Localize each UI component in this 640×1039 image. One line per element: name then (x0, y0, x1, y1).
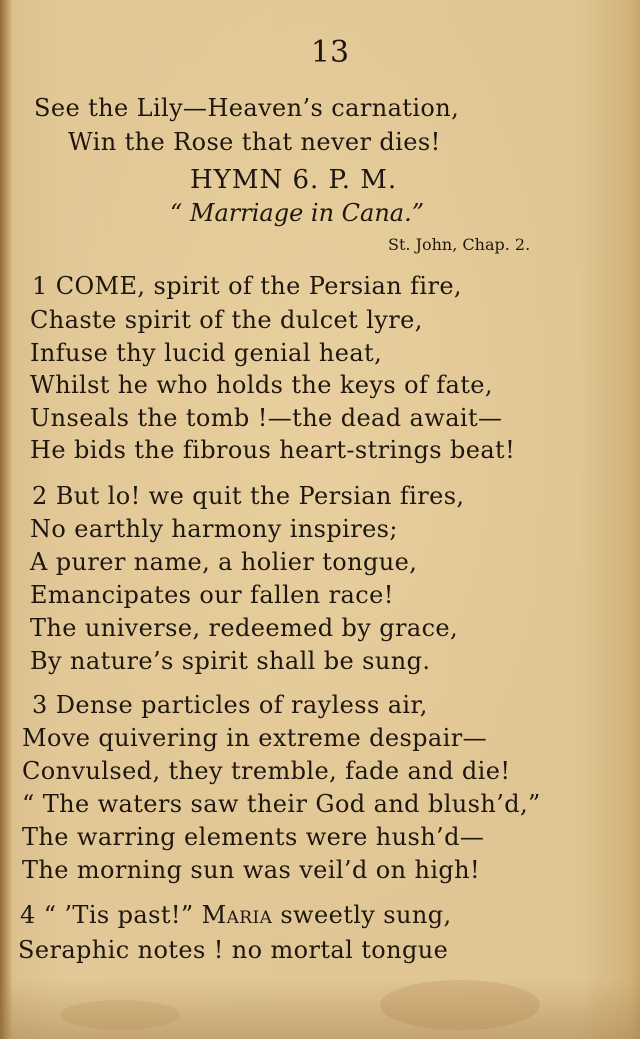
stanza-3-line: Convulsed, they tremble, fade and die! (22, 757, 511, 785)
speaker-name: Maria (201, 901, 273, 929)
stanza-2-line: No earthly harmony inspires; (30, 515, 398, 543)
stanza-1-line: He bids the fibrous heart-strings beat! (30, 436, 516, 464)
stanza-1-line: Infuse thy lucid genial heat, (30, 339, 383, 367)
hymn-subtitle: “ Marriage in Cana.” (170, 199, 425, 227)
stanza-4-line-rest: sweetly sung, (272, 901, 452, 929)
stanza-1-line: Unseals the tomb !—the dead await— (30, 404, 503, 432)
stanza-3-line: “ The waters saw their God and blush’d,” (22, 790, 541, 818)
stanza-1-line: Whilst he who holds the keys of fate, (30, 371, 493, 399)
hymn-title: HYMN 6. P. M. (190, 165, 398, 195)
stanza-2-line: A purer name, a holier tongue, (30, 548, 418, 576)
stanza-4-opening: 4 “ ’Tis past!” (20, 901, 194, 929)
page-binding-edge (0, 0, 12, 1039)
stanza-3-line: The morning sun was veil’d on high! (22, 856, 481, 884)
carryover-line: See the Lily—Heaven’s carnation, (34, 94, 460, 122)
stanza-3-line: The warring elements were hush’d— (22, 823, 485, 851)
stanza-2-line: The universe, redeemed by grace, (30, 614, 459, 642)
stanza-4-line: Seraphic notes ! no mortal tongue (18, 936, 449, 964)
stanza-1-line: 1 COME, spirit of the Persian fire, (32, 272, 462, 300)
stanza-3-line: Move quivering in extreme despair— (22, 724, 487, 752)
stanza-1-line: Chaste spirit of the dulcet lyre, (30, 306, 423, 334)
stanza-4-line (20, 900, 452, 930)
page-number: 13 (310, 35, 350, 70)
scripture-reference: St. John, Chap. 2. (388, 235, 531, 254)
stanza-3-line: 3 Dense particles of rayless air, (32, 691, 428, 719)
stanza-2-line: 2 But lo! we quit the Persian fires, (32, 482, 465, 510)
stanza-2-line: Emancipates our fallen race! (30, 581, 394, 609)
page-bottom-edge (0, 979, 640, 1039)
carryover-line: Win the Rose that never dies! (68, 128, 441, 156)
stanza-2-line: By nature’s spirit shall be sung. (30, 647, 431, 675)
